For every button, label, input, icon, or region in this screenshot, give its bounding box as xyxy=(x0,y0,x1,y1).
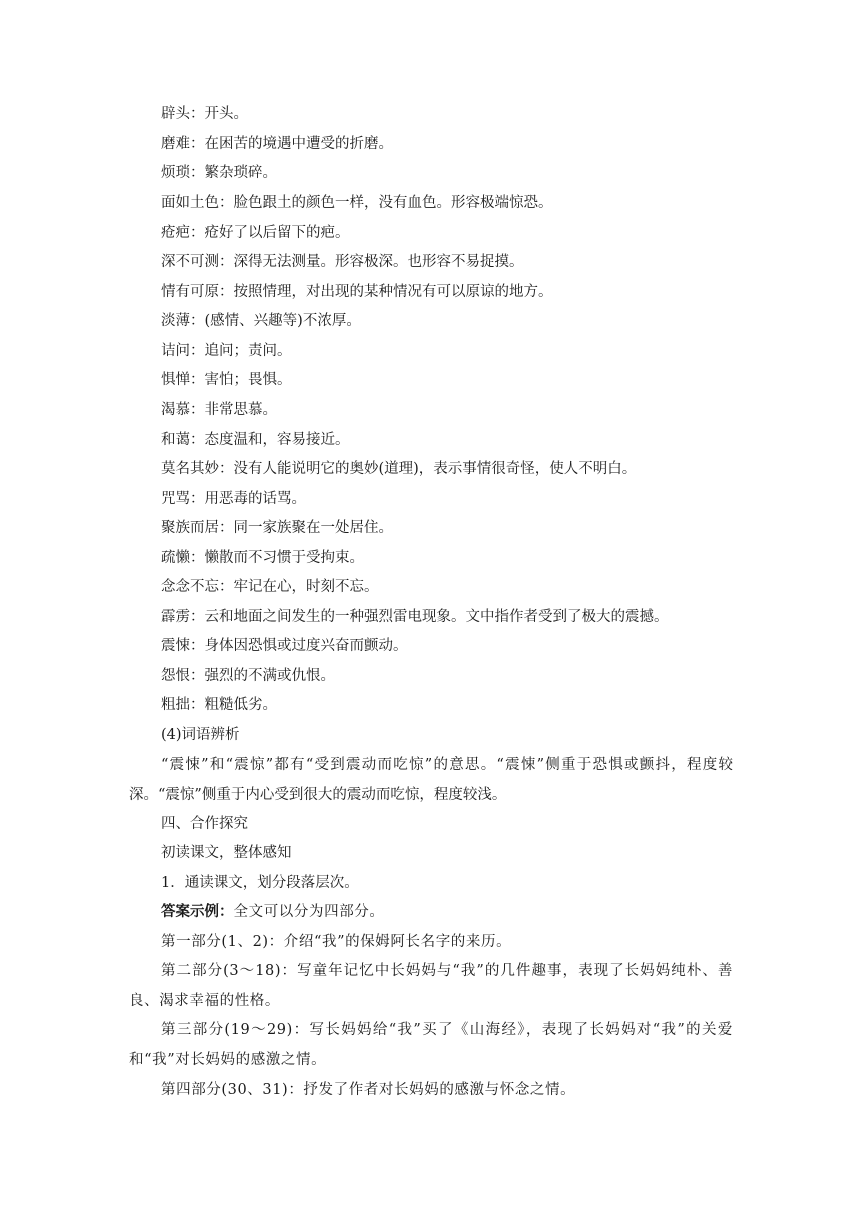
glossary-entry: 淡薄：(感情、兴趣等)不浓厚。 xyxy=(161,313,361,329)
answer-text: 全文可以分为四部分。 xyxy=(233,904,385,920)
section-subheading: 初读课文，整体感知 xyxy=(161,845,292,861)
glossary-entry: 疏懒：懒散而不习惯于受拘束。 xyxy=(161,550,364,566)
glossary-entry: 磨难：在困苦的境遇中遭受的折磨。 xyxy=(161,136,393,152)
answer-part: 第三部分(19～29)：写长妈妈给“我”买了《山海经》，表现了长妈妈对“我”的关爱和“我”对长妈妈的感激之情。 xyxy=(129,1022,733,1068)
glossary-entry: 聚族而居：同一家族聚在一处居住。 xyxy=(161,520,393,536)
glossary-entry: 怨恨：强烈的不满或仇恨。 xyxy=(161,668,335,684)
glossary-entry: 咒骂：用恶毒的话骂。 xyxy=(161,491,306,507)
question-text: 1．通读课文，划分段落层次。 xyxy=(161,875,359,891)
word-analysis-paragraph: “震悚”和“震惊”都有“受到震动而吃惊”的意思。“震悚”侧重于恐惧或颤抖，程度较深。“震惊”侧重于内心受到很大的震动而吃惊，程度较浅。 xyxy=(129,757,733,803)
answer-part: 第一部分(1、2)：介绍“我”的保姆阿长名字的来历。 xyxy=(161,934,512,950)
answer-part: 第二部分(3～18)：写童年记忆中长妈妈与“我”的几件趣事，表现了长妈妈纯朴、善良、渴求幸福的性格。 xyxy=(129,963,733,1009)
section-heading: 四、合作探究 xyxy=(161,816,248,832)
answer-part: 第四部分(30、31)：抒发了作者对长妈妈的感激与怀念之情。 xyxy=(161,1082,576,1098)
glossary-entry: 惧惮：害怕；畏惧。 xyxy=(161,372,292,388)
glossary-entry: 面如土色：脸色跟土的颜色一样，没有血色。形容极端惊恐。 xyxy=(161,195,553,211)
glossary-entry: 辟头：开头。 xyxy=(161,106,248,122)
glossary-entry: 情有可原：按照情理，对出现的某种情况有可以原谅的地方。 xyxy=(161,284,553,300)
glossary-entry: 疮疤：疮好了以后留下的疤。 xyxy=(161,225,350,241)
glossary-entry: 渴慕：非常思慕。 xyxy=(161,402,277,418)
glossary-entry: 莫名其妙：没有人能说明它的奥妙(道理)，表示事情很奇怪，使人不明白。 xyxy=(161,461,637,477)
glossary-entry: 粗拙：粗糙低劣。 xyxy=(161,697,277,713)
glossary-entry: 诘问：追问；责问。 xyxy=(161,343,292,359)
glossary-entry: 深不可测：深得无法测量。形容极深。也形容不易捉摸。 xyxy=(161,254,524,270)
answer-line xyxy=(161,902,741,922)
glossary-entry: 念念不忘：牢记在心，时刻不忘。 xyxy=(161,579,379,595)
glossary-entry: 和蔼：态度温和，容易接近。 xyxy=(161,432,350,448)
answer-label: 答案示例： xyxy=(161,904,234,920)
glossary-entry: 霹雳：云和地面之间发生的一种强烈雷电现象。文中指作者受到了极大的震撼。 xyxy=(161,609,669,625)
word-analysis-heading: (4)词语辨析 xyxy=(161,727,240,743)
glossary-entry: 烦琐：繁杂琐碎。 xyxy=(161,165,277,181)
glossary-entry: 震悚：身体因恐惧或过度兴奋而颤动。 xyxy=(161,638,408,654)
